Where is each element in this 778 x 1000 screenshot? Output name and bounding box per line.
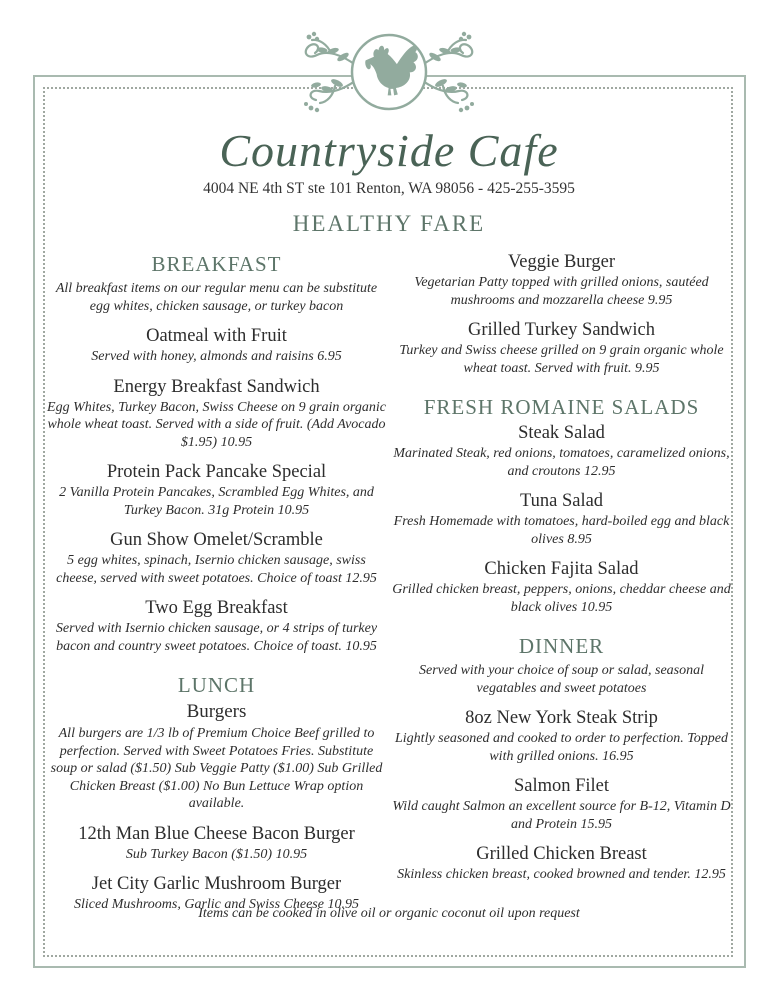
item-description: Sliced Mushrooms, Garlic and Swiss Cheese 10.95: [74, 897, 359, 912]
section-intro: All burgers are 1/3 lb of Premium Choice Beef grilled to perfection. Served with Sweet Potatoes Fries. Substitute soup or salad ($1.50) Sub Veggie Patty ($1.00) Sub Grilled Chicken Breast ($1.00) No Bun Lettuce Wrap option available.: [50, 726, 383, 811]
left-column: [47, 252, 386, 925]
menu-section-lunch: [47, 673, 386, 914]
menu-item: [392, 708, 731, 765]
menu-section-sandwiches: [392, 252, 731, 377]
menu-item: [47, 598, 386, 655]
item-description: 2 Vanilla Protein Pancakes, Scrambled Egg Whites, and Turkey Bacon. 31g Protein 10.95: [59, 485, 374, 518]
menu-item: [392, 320, 731, 377]
item-name: Energy Breakfast Sandwich: [113, 376, 320, 397]
item-description: Marinated Steak, red onions, tomatoes, caramelized onions, and croutons 12.95: [393, 446, 730, 479]
menu-item: [47, 530, 386, 587]
menu-item: [47, 462, 386, 519]
item-description: Egg Whites, Turkey Bacon, Swiss Cheese on 9 grain organic whole wheat toast. Served with a side of fruit. (Add Avocado $1.95) 10.95: [47, 399, 386, 450]
item-description: Vegetarian Patty topped with grilled onions, sautéed mushrooms and mozzarella cheese 9.95: [414, 275, 709, 308]
footer-note: Items can be cooked in olive oil or organic coconut oil upon request: [198, 906, 580, 921]
menu-item: [392, 776, 731, 833]
item-description: Sub Turkey Bacon ($1.50) 10.95: [125, 846, 308, 862]
item-name: Grilled Chicken Breast: [476, 844, 647, 864]
menu-columns: [47, 252, 731, 925]
menu-section-dinner: [392, 634, 731, 884]
menu-item: [392, 423, 731, 480]
item-name: Veggie Burger: [507, 252, 616, 272]
item-name: Gun Show Omelet/Scramble: [110, 530, 323, 550]
menu-tagline: HEALTHY FARE: [292, 211, 486, 236]
section-intro: Served with your choice of soup or salad, seasonal vegatables and sweet potatoes: [418, 663, 705, 696]
right-column: [392, 252, 731, 925]
menu-section-breakfast: [47, 252, 386, 655]
item-description: Grilled chicken breast, peppers, onions, cheddar cheese and black olives 10.95: [392, 582, 731, 615]
item-description: Skinless chicken breast, cooked browned and tender. 12.95: [397, 867, 726, 882]
section-heading-breakfast: BREAKFAST: [151, 252, 282, 276]
item-description: Wild caught Salmon an excellent source for B-12, Vitamin D and Protein 15.95: [392, 799, 731, 832]
item-name: Grilled Turkey Sandwich: [467, 320, 656, 340]
item-name: Jet City Garlic Mushroom Burger: [91, 874, 342, 894]
menu-section-salads: [392, 395, 731, 616]
item-name: Two Egg Breakfast: [145, 598, 288, 618]
item-description: Turkey and Swiss cheese grilled on 9 grain organic whole wheat toast. Served with fruit. 9.95: [399, 343, 724, 376]
section-heading-salads: FRESH ROMAINE SALADS: [423, 395, 700, 419]
menu-item: [392, 491, 731, 548]
item-name: Steak Salad: [518, 423, 605, 443]
restaurant-address: 4004 NE 4th ST ste 101 Renton, WA 98056 - 425-255-3595: [203, 180, 575, 197]
item-description: Lightly seasoned and cooked to order to perfection. Topped with grilled onions. 16.95: [395, 731, 728, 764]
item-name: 8oz New York Steak Strip: [465, 708, 658, 728]
menu-item: [47, 326, 386, 366]
item-name: Protein Pack Pancake Special: [106, 462, 327, 482]
section-heading-lunch: LUNCH: [177, 673, 256, 697]
item-name: Chicken Fajita Salad: [484, 559, 639, 579]
menu-item: [392, 844, 731, 884]
item-name: Salmon Filet: [513, 776, 610, 796]
section-intro: All breakfast items on our regular menu can be substitute egg whites, chicken sausage, or turkey bacon: [55, 281, 378, 314]
item-name: 12th Man Blue Cheese Bacon Burger: [78, 823, 355, 844]
item-description: Fresh Homemade with tomatoes, hard-boiled egg and black olives 8.95: [393, 514, 730, 547]
menu-item: [392, 252, 731, 309]
item-name: Oatmeal with Fruit: [146, 326, 287, 346]
section-heading-dinner: DINNER: [518, 634, 605, 658]
menu-item: [47, 824, 386, 864]
menu-item: [392, 559, 731, 616]
item-description: Served with honey, almonds and raisins 6.95: [91, 349, 342, 364]
section-subheading-burgers: Burgers: [186, 701, 247, 722]
item-name: Tuna Salad: [519, 491, 604, 511]
menu-item: [47, 377, 386, 452]
restaurant-title: Countryside Cafe: [219, 125, 559, 176]
item-description: Served with Isernio chicken sausage, or 4 strips of turkey bacon and country sweet potatoes. Choice of toast. 10.95: [55, 621, 378, 654]
item-description: 5 egg whites, spinach, Isernio chicken sausage, swiss cheese, served with sweet potatoes. Choice of toast 12.95: [56, 553, 377, 586]
menu-ornament: [289, 26, 489, 120]
